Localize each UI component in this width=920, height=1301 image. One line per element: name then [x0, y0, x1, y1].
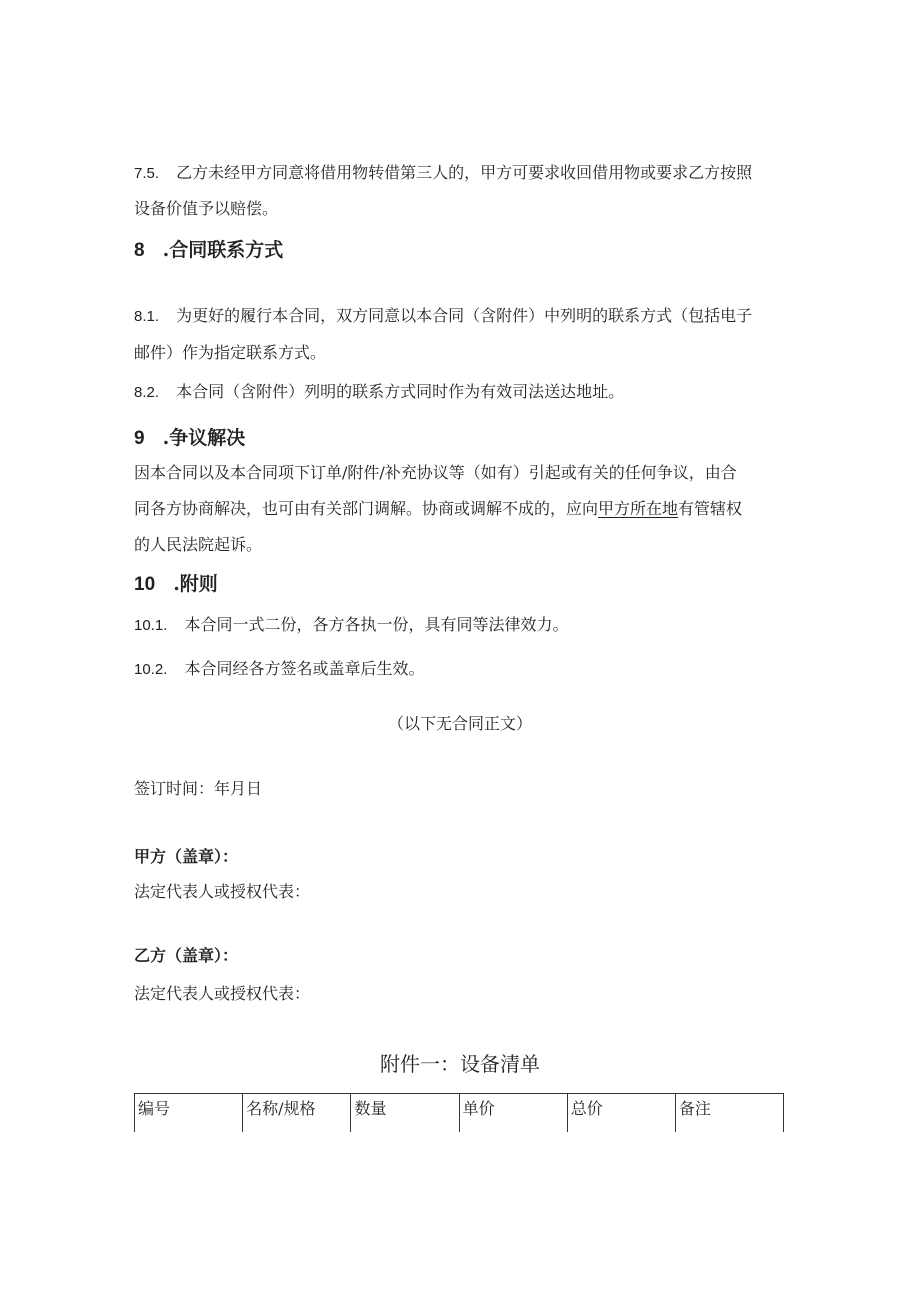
clause-7-5-cont: 设备价值予以赔偿。 [134, 199, 279, 218]
clause-number: 7.5. [134, 165, 160, 182]
column-header: 总价 [567, 1094, 675, 1133]
table-header-row [135, 1094, 784, 1133]
underlined-jurisdiction: 甲方所在地 [598, 499, 679, 518]
section-title: .合同联系方式 [162, 239, 284, 261]
clause-7-5 [134, 163, 752, 184]
column-header: 名称/规格 [243, 1094, 351, 1133]
party-a-label: 甲方（盖章）： [134, 847, 239, 866]
party-a-representative: 法定代表人或授权代表： [134, 882, 311, 901]
column-header: 单价 [459, 1094, 567, 1133]
clause-text: 本合同经各方签名或盖章后生效。 [184, 659, 425, 678]
signing-time: 签订时间：年月日 [134, 779, 263, 798]
column-header: 备注 [675, 1094, 783, 1133]
column-header: 编号 [135, 1094, 243, 1133]
end-of-contract-note: （以下无合同正文） [387, 714, 532, 733]
section-10-heading [134, 572, 218, 597]
section-8-heading [134, 238, 283, 263]
section-9-heading [134, 426, 245, 451]
clause-8-1-cont: 邮件）作为指定联系方式。 [134, 343, 327, 362]
section-number: 8 [134, 240, 145, 261]
section-title: .争议解决 [162, 427, 246, 449]
clause-number: 8.1. [134, 308, 160, 325]
text-segment: 有管辖权 [678, 499, 743, 518]
section-title: .附则 [173, 573, 218, 595]
section-number: 9 [134, 428, 145, 449]
section-9-line-3: 的人民法院起诉。 [134, 535, 263, 554]
equipment-table [134, 1093, 784, 1132]
column-header: 数量 [351, 1094, 459, 1133]
section-9-line-2 [134, 499, 742, 519]
clause-number: 10.1. [134, 617, 168, 634]
attachment-title: 附件一：设备清单 [380, 1052, 540, 1076]
clause-10-1 [134, 615, 568, 636]
clause-text: 为更好的履行本合同，双方同意以本合同（含附件）中列明的联系方式（包括电子 [176, 306, 753, 325]
clause-10-2 [134, 659, 424, 680]
clause-number: 10.2. [134, 661, 168, 678]
clause-text: 本合同（含附件）列明的联系方式同时作为有效司法送达地址。 [176, 382, 625, 401]
clause-text: 本合同一式二份，各方各执一份，具有同等法律效力。 [184, 615, 569, 634]
party-b-representative: 法定代表人或授权代表： [134, 984, 311, 1003]
clause-8-1 [134, 306, 752, 327]
clause-text: 乙方未经甲方同意将借用物转借第三人的，甲方可要求收回借用物或要求乙方按照 [176, 163, 753, 182]
party-b-label: 乙方（盖章）： [134, 946, 239, 965]
section-number: 10 [134, 574, 156, 595]
clause-8-2 [134, 382, 624, 403]
text-segment: 同各方协商解决，也可由有关部门调解。协商或调解不成的，应向 [134, 499, 599, 518]
clause-number: 8.2. [134, 384, 160, 401]
section-9-line-1: 因本合同以及本合同项下订单/附件/补充协议等（如有）引起或有关的任何争议，由合 [134, 463, 737, 482]
